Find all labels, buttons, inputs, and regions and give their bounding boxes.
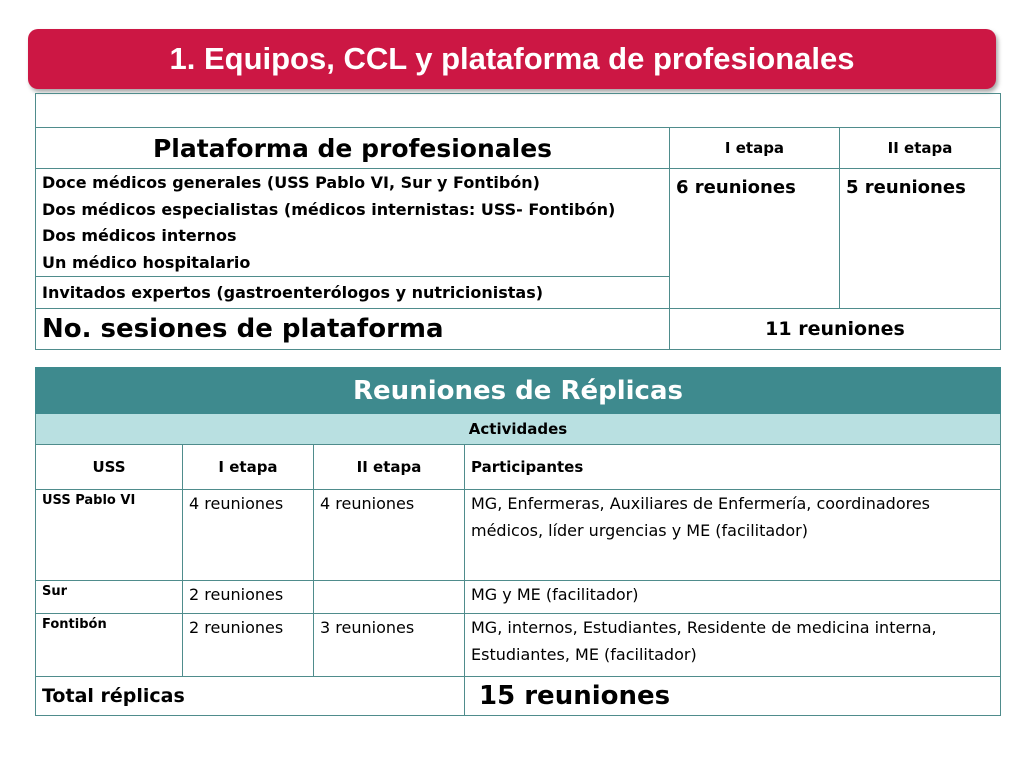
stage2-value: 4 reuniones bbox=[314, 490, 465, 581]
stage2-value bbox=[314, 581, 465, 614]
col-stage1: I etapa bbox=[183, 445, 314, 490]
stage1-value: 2 reuniones bbox=[183, 614, 314, 677]
participants-value: MG y ME (facilitador) bbox=[465, 581, 1001, 614]
stage1-value: 2 reuniones bbox=[183, 581, 314, 614]
col-uss: USS bbox=[36, 445, 183, 490]
participants-value: MG, Enfermeras, Auxiliares de Enfermería, coordinadores médicos, líder urgencias y ME (facilitador) bbox=[465, 490, 1001, 581]
activities-header: Actividades bbox=[36, 414, 1001, 445]
platform-table bbox=[35, 93, 1001, 350]
sessions-value: 11 reuniones bbox=[670, 309, 1001, 350]
participants-value: MG, internos, Estudiantes, Residente de medicina interna, Estudiantes, ME (facilitador) bbox=[465, 614, 1001, 677]
replicas-column-headers bbox=[36, 445, 1001, 490]
empty-cell bbox=[36, 94, 1001, 128]
stage1-value: 4 reuniones bbox=[183, 490, 314, 581]
platform-invited: Invitados expertos (gastroenterólogos y nutricionistas) bbox=[36, 277, 670, 309]
platform-col-stage1: I etapa bbox=[670, 128, 840, 169]
replicas-title-row bbox=[36, 368, 1001, 414]
sessions-label: No. sesiones de plataforma bbox=[36, 309, 670, 350]
replicas-table bbox=[35, 367, 1001, 716]
platform-stage1-value: 6 reuniones bbox=[670, 169, 840, 309]
uss-name: Sur bbox=[36, 581, 183, 614]
activities-row bbox=[36, 414, 1001, 445]
uss-name: USS Pablo VI bbox=[36, 490, 183, 581]
table-row bbox=[36, 614, 1001, 677]
replicas-heading: Reuniones de Réplicas bbox=[36, 368, 1001, 414]
member-line: Un médico hospitalario bbox=[42, 252, 251, 272]
platform-members bbox=[36, 169, 670, 277]
platform-sessions-row bbox=[36, 309, 1001, 350]
platform-stage2-value: 5 reuniones bbox=[840, 169, 1001, 309]
page-title: 1. Equipos, CCL y plataforma de profesionales bbox=[169, 41, 855, 76]
platform-col-stage2: II etapa bbox=[840, 128, 1001, 169]
platform-header-row bbox=[36, 128, 1001, 169]
total-value: 15 reuniones bbox=[465, 677, 1001, 716]
platform-empty-row bbox=[36, 94, 1001, 128]
table-row bbox=[36, 581, 1001, 614]
platform-members-row bbox=[36, 169, 1001, 277]
uss-name: Fontibón bbox=[36, 614, 183, 677]
member-line: Doce médicos generales (USS Pablo VI, Sur y Fontibón) bbox=[42, 173, 540, 192]
title-banner bbox=[28, 29, 996, 89]
table-row bbox=[36, 490, 1001, 581]
total-label: Total réplicas bbox=[36, 677, 465, 716]
col-stage2: II etapa bbox=[314, 445, 465, 490]
member-line: Dos médicos especialistas (médicos internistas: USS- Fontibón) bbox=[42, 199, 616, 219]
member-line: Dos médicos internos bbox=[42, 226, 237, 245]
platform-heading: Plataforma de profesionales bbox=[36, 128, 670, 169]
total-row bbox=[36, 677, 1001, 716]
col-participants: Participantes bbox=[465, 445, 1001, 490]
stage2-value: 3 reuniones bbox=[314, 614, 465, 677]
